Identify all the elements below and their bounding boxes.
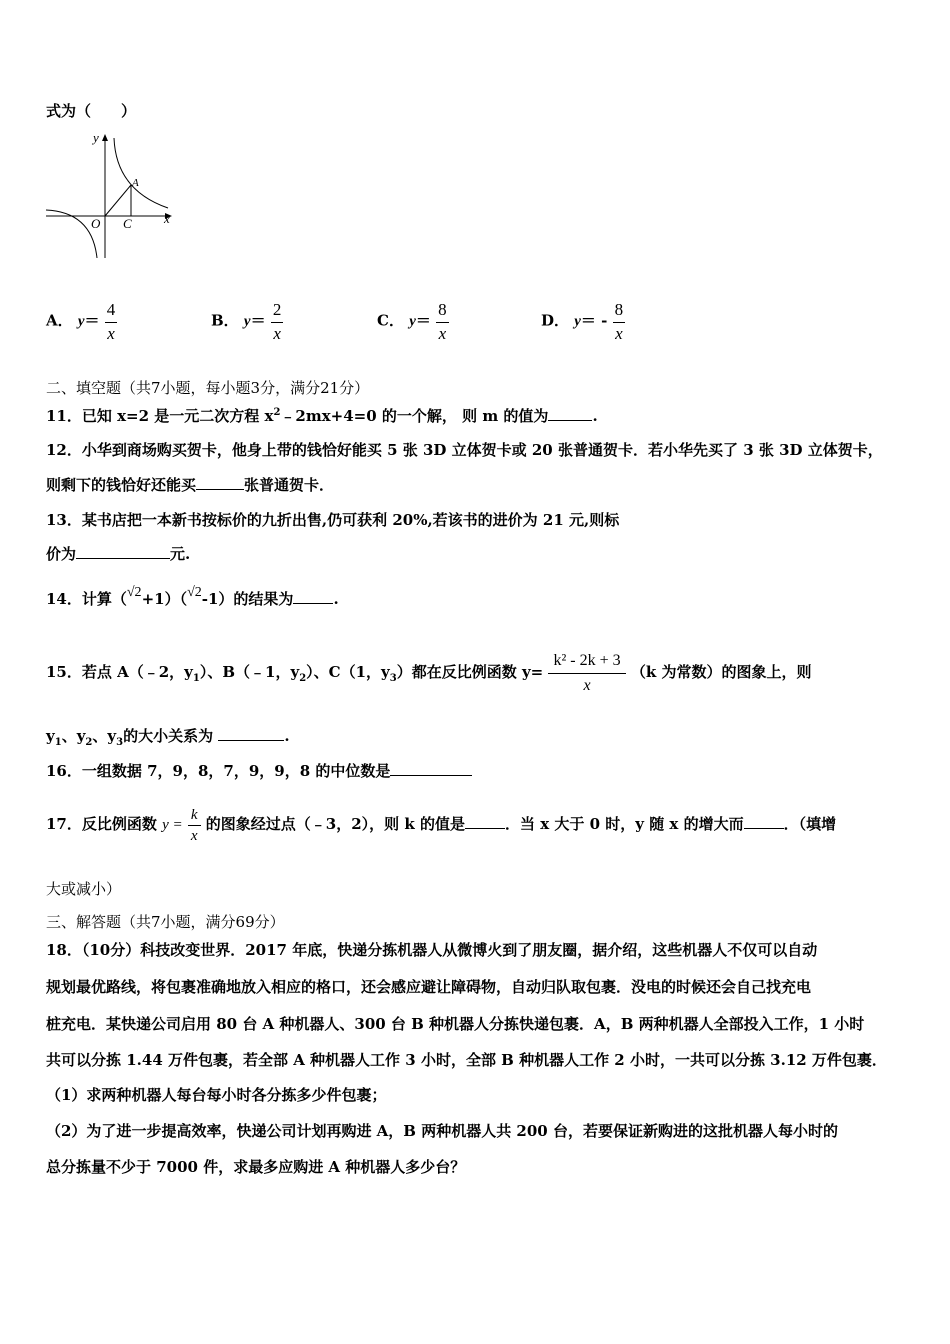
question-12-line-2: 则剩下的钱恰好还能买 张普通贺卡． [46, 476, 335, 494]
question-12-line-1: 12．小华到商场购买贺卡，他身上带的钱恰好能买 5 张 3D 立体贺卡或 20 张普通贺卡．若小华先买了 3 张 3D 立体贺卡， [46, 441, 883, 459]
hyperbola-graph [44, 128, 184, 263]
question-16: 16．一组数据 7，9，8，7，9，9，8 的中位数是 [46, 761, 472, 781]
x-axis-label: x [164, 211, 170, 226]
option-a: A． y＝ $\frac{4}{x}$ [46, 300, 116, 343]
question-15-line-2: $y_1$、$y_2$、$y_3$的大小关系为 . [46, 727, 290, 748]
option-d: D． y＝ - $\frac{8}{x}$ [541, 300, 624, 343]
section-3-title: 三、解答题（共7小题，满分69分） [46, 913, 285, 931]
question-18-part-1: （1）求两种机器人每台每小时各分拣多少件包裹； [46, 1086, 387, 1104]
question-18-part-2-line-2: 总分拣量不少于 7000 件，求最多应购进 A 种机器人多少台？ [46, 1158, 466, 1176]
question-17-line-2: 大或减小） [46, 880, 122, 898]
question-18-line-3: 桩充电．某快递公司启用 80 台 A 种机器人、300 台 B 种机器人分拣快递包裹．A，B 两种机器人全部投入工作，1 小时 [46, 1015, 865, 1033]
point-a-label: A [132, 177, 139, 189]
question-18-line-1: 18．（10分）科技改变世界．2017 年底，快递分拣机器人从微博火到了朋友圈，据介绍，这些机器人不仅可以自动 [46, 941, 818, 959]
question-18-line-2: 规划最优路线，将包裹准确地放入相应的格口，还会感应避让障碍物，自动归队取包裹．没电的时候还会自己找充电 [46, 978, 812, 996]
question-11: 11．已知 x=2 是一元二次方程 $x^2﹣2mx+4=0$ 的一个解， 则 m 的值为 . [46, 407, 598, 425]
question-13-line-2: 价为 元. [46, 545, 191, 563]
q10-stem-tail: 式为（ ） [46, 102, 137, 120]
y-axis-label: y [93, 130, 99, 145]
section-2-title: 二、填空题（共7小题，每小题3分，满分21分） [46, 379, 370, 397]
question-18-part-2-line-1: （2）为了进一步提高效率，快递公司计划再购进 A，B 两种机器人共 200 台，若要保证新购进的这批机器人每小时的 [46, 1122, 838, 1140]
origin-label: O [91, 216, 101, 231]
question-13-line-1: 13．某书店把一本新书按标价的九折出售,仍可获利 20%,若该书的进价为 21 元,则标 [46, 511, 620, 529]
question-17: 17．反比例函数 y = $\frac{k}{x}$ 的图象经过点（﹣3，2），则 k 的值是 ．当 x 大于 0 时，y 随 x 的增大而 ．（填增 [46, 806, 837, 844]
option-c: C． y＝ $\frac{8}{x}$ [377, 300, 447, 343]
point-c-label: C [123, 216, 132, 231]
option-b: B． y＝ $\frac{2}{x}$ [211, 300, 282, 343]
question-14: 14．计算（√2+1）（√2-1）的结果为 . [46, 585, 339, 608]
question-15: 15．若点 A（﹣2，$y_1$）、B（﹣1，$y_2$）、C（1，$y_3$）都在反比例函数 y= $\frac{\text{k² - 2k + 3}}{x}$ （k 为常数）的图象上，则 [46, 640, 812, 711]
question-18-line-4: 共可以分拣 1.44 万件包裹，若全部 A 种机器人工作 3 小时，全部 B 种机器人工作 2 小时，一共可以分拣 3.12 万件包裹． [46, 1051, 887, 1069]
